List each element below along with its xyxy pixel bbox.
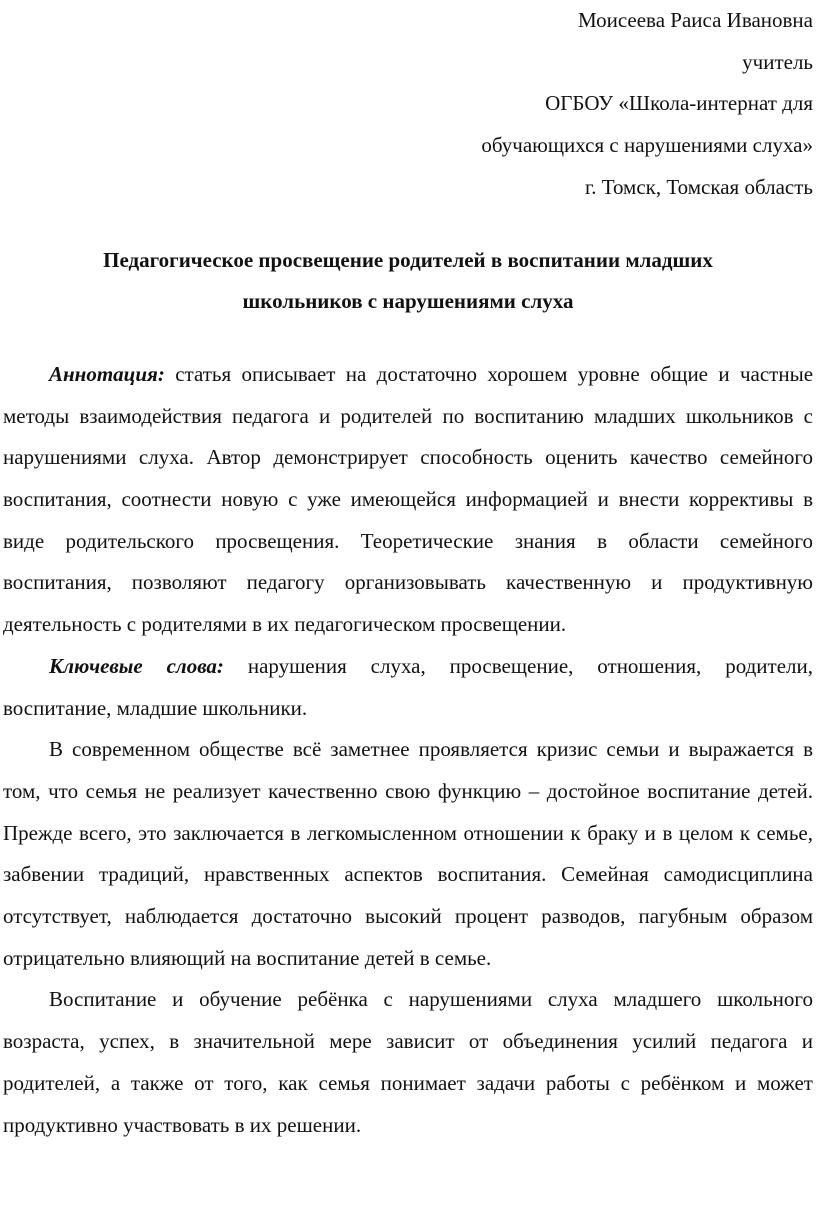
author-block (3, 0, 813, 209)
article-title-line1: Педагогическое просвещение родителей в воспитании младших (103, 247, 713, 272)
annotation-text: статья описывает на достаточно хорошем уровне общие и частные методы взаимодействия педагога и родителей по воспитанию младших школьников с нарушениями слуха. Автор демонстрирует способность оценить качество семейного воспитания, соотнести новую с уже имеющейся информацией и внести коррективы в виде родительского просвещения. Теоретические знания в области семейного воспитания, позволяют педагогу организовывать качественную и продуктивную деятельность с родителями в их педагогическом просвещении. (3, 361, 814, 637)
body-paragraph-1: В современном обществе всё заметнее проявляется кризис семьи и выражается в том, что семья не реализует качественно свою функцию – достойное воспитание детей. Прежде всего, это заключается в легкомысленном отношении к браку и в целом к семье, забвении традиций, нравственных аспектов воспитания. Семейная самодисциплина отсутствует, наблюдается достаточно высокий процент разводов, пагубным образом отрицательно влияющий на воспитание детей в семье. (3, 737, 813, 970)
author-position: учитель (742, 49, 813, 74)
author-organization-line2: обучающихся с нарушениями слуха» (481, 133, 813, 158)
article-title-line2: школьников с нарушениями слуха (242, 289, 574, 314)
keywords-text: нарушения слуха, просвещение, отношения, родители, воспитание, младшие школьники. (3, 653, 813, 720)
author-name: Моисеева Раиса Ивановна (577, 8, 813, 32)
annotation-paragraph (3, 354, 813, 646)
keywords-paragraph (3, 646, 813, 729)
keywords-label: Ключевые слова: (49, 653, 224, 678)
author-city: г. Томск, Томская область (584, 174, 813, 199)
author-organization-line1: ОГБОУ «Школа-интернат для (545, 91, 813, 116)
body-paragraph-2: Воспитание и обучение ребёнка с нарушениями слуха младшего школьного возраста, успех, в значительной мере зависит от объединения усилий педагога и родителей, а также от того, как семья понимает задачи работы с ребёнком и может продуктивно участвовать в их решении. (3, 987, 813, 1137)
article-title (3, 240, 813, 323)
annotation-label: Аннотация: (49, 361, 165, 386)
